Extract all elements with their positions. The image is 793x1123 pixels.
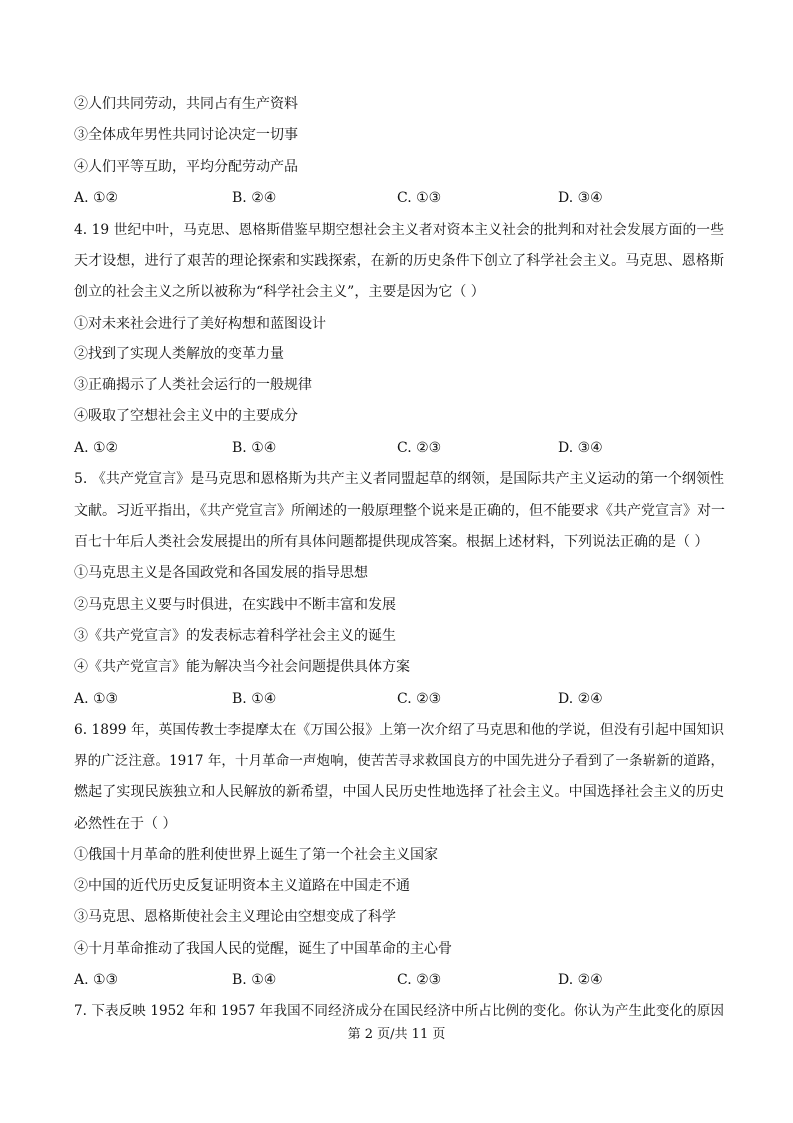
- q4-option-a: A. ①②: [74, 440, 119, 456]
- q5-item-3: ③《共产党宣言》的发表标志着科学社会主义的诞生: [74, 628, 396, 644]
- q4-stem-line-1: 4. 19 世纪中叶，马克思、恩格斯借鉴早期空想社会主义者对资本主义社会的批判和对社会发展方面的一些: [74, 222, 724, 238]
- q4-item-1: ①对未来社会进行了美好构想和蓝图设计: [74, 316, 326, 332]
- q4-item-3: ③正确揭示了人类社会运行的一般规律: [74, 377, 312, 393]
- q4-option-c: C. ②③: [397, 440, 442, 456]
- q5-option-c: C. ②③: [397, 691, 442, 707]
- q5-options: [74, 690, 724, 708]
- q7-stem-line-1: 7. 下表反映 1952 年和 1957 年我国不同经济成分在国民经济中所占比例的变化。你认为产生此变化的原因: [74, 1003, 724, 1019]
- q5-stem-line-3: 百七十年后人类社会发展提出的所有具体问题都提供现成答案。根据上述材料，下列说法正确的是（ ）: [74, 534, 709, 550]
- q5-stem-line-1: 5. 《共产党宣言》是马克思和恩格斯为共产主义者同盟起草的纲领，是国际共产主义运动的第一个纲领性: [74, 471, 724, 487]
- q6-options: [74, 971, 724, 989]
- q6-item-3: ③马克思、恩格斯使社会主义理论由空想变成了科学: [74, 909, 396, 925]
- q3-option-a: A. ①②: [74, 190, 119, 206]
- q4-options: [74, 439, 724, 457]
- q6-option-c: C. ②③: [397, 972, 442, 988]
- q6-stem-line-1: 6. 1899 年，英国传教士李提摩太在《万国公报》上第一次介绍了马克思和他的学说，但没有引起中国知识: [74, 722, 724, 738]
- q3-option-d: D. ③④: [558, 190, 603, 206]
- q5-option-b: B. ①④: [232, 691, 277, 707]
- q6-stem-line-2: 界的广泛注意。1917 年，十月革命一声炮响，使苦苦寻求救国良方的中国先进分子看到了一条崭新的道路，: [74, 753, 724, 769]
- q4-stem-line-3: 创立的社会主义之所以被称为“科学社会主义”，主要是因为它（ ）: [74, 284, 485, 300]
- q4-item-4: ④吸取了空想社会主义中的主要成分: [74, 408, 298, 424]
- q4-item-2: ②找到了实现人类解放的变革力量: [74, 346, 284, 362]
- q4-option-d: D. ③④: [558, 440, 603, 456]
- q3-option-c: C. ①③: [397, 190, 442, 206]
- q6-stem-line-3: 燃起了实现民族独立和人民解放的新希望，中国人民历史性地选择了社会主义。中国选择社会主义的历史: [74, 784, 724, 800]
- q5-item-1: ①马克思主义是各国政党和各国发展的指导思想: [74, 565, 368, 581]
- q3-option-b: B. ②④: [232, 190, 277, 206]
- q5-item-2: ②马克思主义要与时俱进，在实践中不断丰富和发展: [74, 597, 396, 613]
- q3-options: [74, 189, 724, 207]
- q6-option-d: D. ②④: [558, 972, 603, 988]
- q5-stem-line-2: 文献。习近平指出，《共产党宣言》所阐述的一般原理整个说来是正确的，但不能要求《共产党宣言》对一: [74, 503, 725, 519]
- q3-item-3: ③全体成年男性共同讨论决定一切事: [74, 127, 298, 143]
- q6-option-a: A. ①③: [74, 972, 119, 988]
- page-footer: 第 2 页/共 11 页: [347, 1027, 446, 1042]
- q6-item-1: ①俄国十月革命的胜利使世界上诞生了第一个社会主义国家: [74, 847, 438, 863]
- q4-option-b: B. ①④: [232, 440, 277, 456]
- q6-item-2: ②中国的近代历史反复证明资本主义道路在中国走不通: [74, 878, 410, 894]
- q5-option-a: A. ①③: [74, 691, 119, 707]
- q5-item-4: ④《共产党宣言》能为解决当今社会问题提供具体方案: [74, 659, 410, 675]
- q3-item-2: ②人们共同劳动，共同占有生产资料: [74, 96, 298, 112]
- q3-item-4: ④人们平等互助，平均分配劳动产品: [74, 159, 298, 175]
- q4-stem-line-2: 天才设想，进行了艰苦的理论探索和实践探索，在新的历史条件下创立了科学社会主义。马克思、恩格斯: [74, 253, 724, 269]
- q5-option-d: D. ②④: [558, 691, 603, 707]
- q6-stem-line-4: 必然性在于（ ）: [74, 816, 177, 832]
- q6-option-b: B. ①④: [232, 972, 277, 988]
- q6-item-4: ④十月革命推动了我国人民的觉醒，诞生了中国革命的主心骨: [74, 941, 452, 957]
